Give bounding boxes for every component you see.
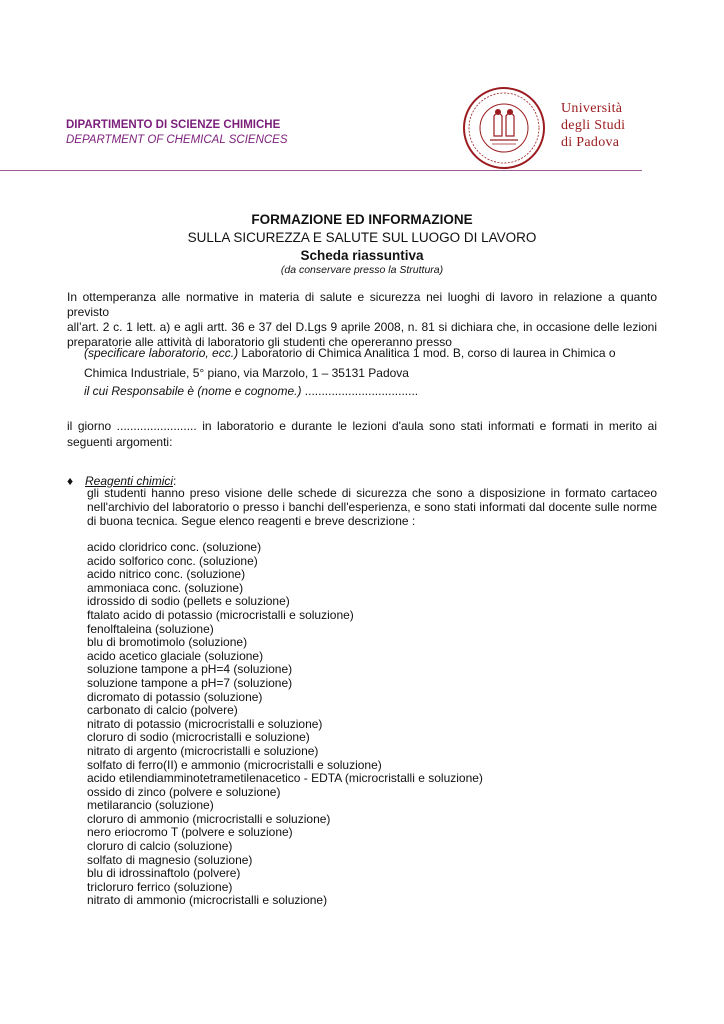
lab-spec-value: Laboratorio di Chimica Analitica 1 mod. B, corso di laurea in Chimica o xyxy=(238,346,616,360)
reagent-item: tricloruro ferrico (soluzione) xyxy=(87,879,233,894)
lab-responsible-value: .................................. xyxy=(301,384,419,398)
reagents-desc-line-1: gli studenti hanno preso visione delle schede di sicurezza che sono a disposizione in formato cartaceo xyxy=(87,486,657,500)
reagent-item: nitrato di ammonio (microcristalli e soluzione) xyxy=(87,893,328,908)
reagent-item: blu di idrossinaftolo (polvere) xyxy=(87,866,241,881)
reagent-item: ammoniaca conc. (soluzione) xyxy=(87,580,244,595)
reagent-item: acido acetico glaciale (soluzione) xyxy=(87,648,264,663)
reagent-item: dicromato di potassio (soluzione) xyxy=(87,689,263,704)
department-name-it: DIPARTIMENTO DI SCIENZE CHIMICHE xyxy=(66,119,281,131)
university-line-3: di Padova xyxy=(561,135,620,150)
reagent-item: ossido di zinco (polvere e soluzione) xyxy=(87,784,281,799)
intro-paragraph xyxy=(67,290,657,350)
reagents-description xyxy=(87,486,657,528)
reagent-item: idrossido di sodio (pellets e soluzione) xyxy=(87,594,290,609)
university-seal-icon xyxy=(462,86,546,170)
lab-responsible-label: il cui Responsabile è (nome e cognome.) xyxy=(84,384,302,398)
reagent-item: acido solforico conc. (soluzione) xyxy=(87,553,258,568)
lab-responsible-row xyxy=(84,384,418,398)
doc-title: FORMAZIONE ED INFORMAZIONE xyxy=(251,212,473,227)
doc-heading: Scheda riassuntiva xyxy=(300,248,424,263)
intro-line-1: In ottemperanza alle normative in materia di salute e sicurezza nei luoghi di lavoro in relazione a quanto previsto xyxy=(67,290,657,319)
lab-spec-row xyxy=(84,346,616,360)
intro-line-2: all’art. 2 c. 1 lett. a) e agli artt. 36 e 37 del D.Lgs 9 aprile 2008, n. 81 si dichiara che, in occasione delle lezioni xyxy=(67,320,657,334)
reagent-item: ftalato acido di potassio (microcristalli e soluzione) xyxy=(87,607,354,622)
reagent-item: cloruro di calcio (soluzione) xyxy=(87,839,233,854)
reagent-item: acido cloridrico conc. (soluzione) xyxy=(87,540,262,554)
reagent-item: soluzione tampone a pH=4 (soluzione) xyxy=(87,662,293,677)
reagent-item: carbonato di calcio (polvere) xyxy=(87,703,238,718)
reagent-item: blu di bromotimolo (soluzione) xyxy=(87,635,248,650)
header-rule xyxy=(0,170,642,171)
reagents-desc-line-2: nell'archivio del laboratorio o presso i banchi dell'esperienza, e sono stati informati dal docente sulle norme xyxy=(87,500,657,514)
reagent-item: metilarancio (soluzione) xyxy=(87,798,214,813)
reagent-item: cloruro di sodio (microcristalli e soluzione) xyxy=(87,730,310,745)
lab-address: Chimica Industriale, 5° piano, via Marzolo, 1 – 35131 Padova xyxy=(84,366,409,380)
diamond-bullet-icon: ♦ xyxy=(67,474,74,488)
reagent-item: acido nitrico conc. (soluzione) xyxy=(87,567,246,582)
university-line-2: degli Studi xyxy=(561,118,626,133)
reagent-item: soluzione tampone a pH=7 (soluzione) xyxy=(87,675,293,690)
reagents-desc-line-3: di buona tecnica. Segue elenco reagenti e breve descrizione : xyxy=(87,514,416,528)
intro-line-3: preparatorie alle attività di laboratorio gli studenti che opereranno presso xyxy=(67,335,452,349)
reagent-item: nitrato di argento (microcristalli e soluzione) xyxy=(87,743,319,758)
reagent-item: fenolftaleina (soluzione) xyxy=(87,621,214,636)
department-name-en: DEPARTMENT OF CHEMICAL SCIENCES xyxy=(66,134,288,146)
university-line-1: Università xyxy=(561,101,623,116)
date-line-1: il giorno ........................ in laboratorio e durante le lezioni d'aula sono stati informati e formati in merito ai xyxy=(67,419,657,433)
doc-subtitle: SULLA SICUREZZA E SALUTE SUL LUOGO DI LAVORO xyxy=(187,230,537,245)
reagent-item: solfato di ferro(II) e ammonio (microcristalli e soluzione) xyxy=(87,757,382,772)
doc-note: (da conservare presso la Struttura) xyxy=(280,264,444,276)
lab-address-row xyxy=(84,366,409,380)
reagent-item: cloruro di ammonio (microcristalli e soluzione) xyxy=(87,811,331,826)
date-paragraph xyxy=(67,418,657,450)
lab-spec-label: (specificare laboratorio, ecc.) xyxy=(84,346,239,360)
reagents-label-suffix: : xyxy=(173,474,177,488)
reagent-item: nitrato di potassio (microcristalli e soluzione) xyxy=(87,716,323,731)
reagent-item: nero eriocromo T (polvere e soluzione) xyxy=(87,825,293,840)
reagents-label: Reagenti chimici xyxy=(85,474,174,488)
reagent-item: solfato di magnesio (soluzione) xyxy=(87,852,253,867)
date-line-2: seguenti argomenti: xyxy=(67,435,173,449)
reagent-item: acido etilendiamminotetrametilenacetico - EDTA (microcristalli e soluzione) xyxy=(87,771,483,786)
university-name xyxy=(561,100,625,151)
department-heading xyxy=(66,118,288,148)
reagent-list xyxy=(87,541,483,908)
